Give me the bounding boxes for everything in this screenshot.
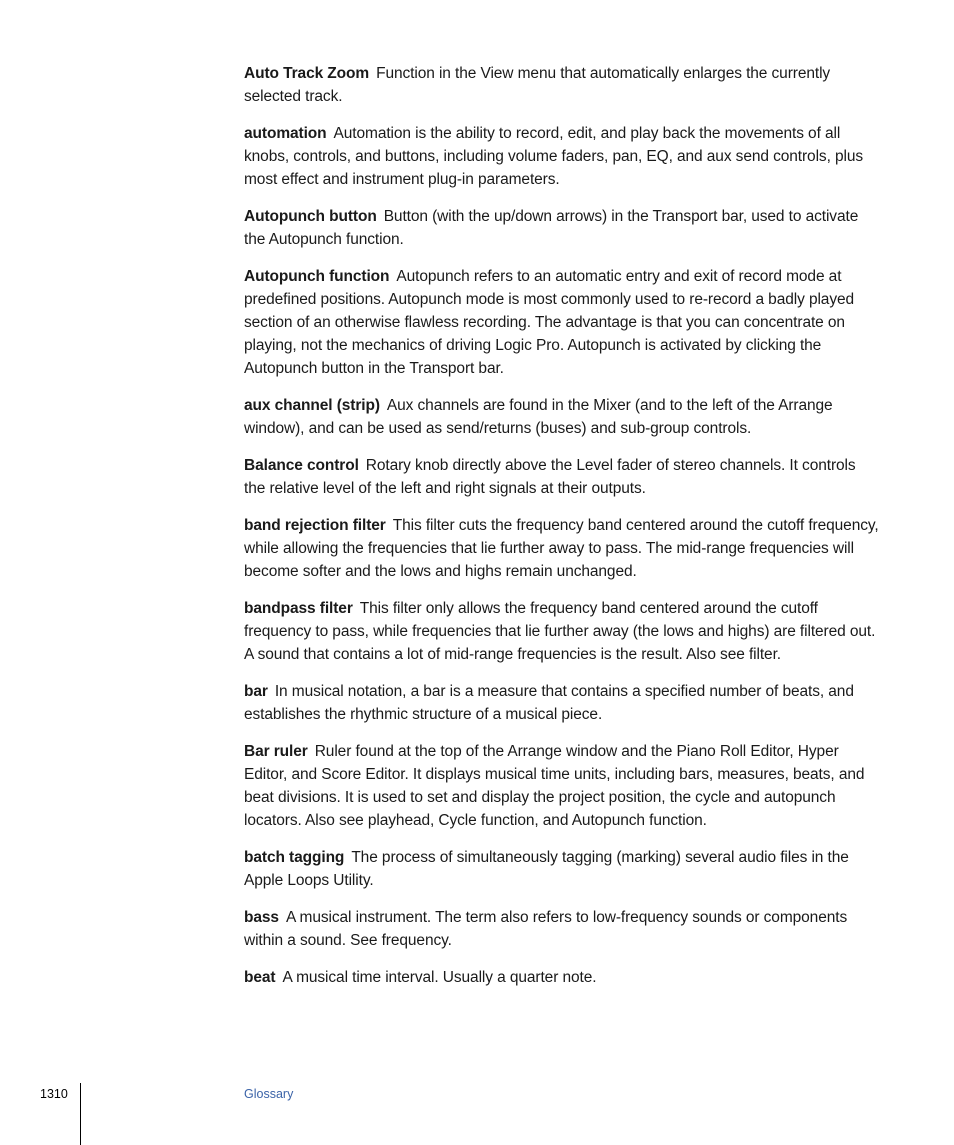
- glossary-entry: [244, 597, 880, 666]
- glossary-definition: This filter only allows the frequency band centered around the cutoff frequency to pass, while frequencies that lie further away (the lows and highs) are filtered out. A sound that contains a lot of mid-range frequencies is the result. Also see filter.: [244, 600, 876, 663]
- glossary-definition: This filter cuts the frequency band centered around the cutoff frequency, while allowing the frequencies that lie further away to pass. The mid-range frequencies will become softer and the lows and highs remain unchanged.: [244, 517, 879, 580]
- glossary-term: bandpass filter: [244, 600, 353, 617]
- glossary-definition: Rotary knob directly above the Level fader of stereo channels. It controls the relative level of the left and right signals at their outputs.: [244, 457, 856, 497]
- glossary-definition: Function in the View menu that automatically enlarges the currently selected track.: [244, 65, 831, 105]
- glossary-entry: [244, 62, 880, 108]
- glossary-entry: [244, 122, 880, 191]
- glossary-definition: Ruler found at the top of the Arrange window and the Piano Roll Editor, Hyper Editor, and Score Editor. It displays musical time units, including bars, measures, beats, and beat divisions. It is used to set and display the project position, the cycle and autopunch locators. Also see playhead, Cycle function, and Autopunch function.: [244, 743, 865, 829]
- glossary-definition: Aux channels are found in the Mixer (and to the left of the Arrange window), and can be used as send/returns (buses) and sub-group controls.: [244, 397, 833, 437]
- glossary-term: automation: [244, 125, 327, 142]
- glossary-term: Autopunch function: [244, 268, 390, 285]
- glossary-entry: [244, 740, 880, 832]
- glossary-entry: [244, 454, 880, 500]
- glossary-entry: [244, 680, 880, 726]
- glossary-entry: [244, 846, 880, 892]
- glossary-entry: [244, 265, 880, 380]
- glossary-term: Auto Track Zoom: [244, 65, 370, 82]
- glossary-entry: [244, 514, 880, 583]
- glossary-term: Autopunch button: [244, 208, 377, 225]
- glossary-entry: [244, 394, 880, 440]
- glossary-term: Balance control: [244, 457, 359, 474]
- glossary-list: [244, 62, 880, 1003]
- glossary-definition: Autopunch refers to an automatic entry and exit of record mode at predefined positions. Autopunch mode is most commonly used to re-record a badly played section of an otherwise flawless recording. The advantage is that you can concentrate on playing, not the mechanics of driving Logic Pro. Autopunch is activated by clicking the Autopunch button in the Transport bar.: [244, 268, 855, 377]
- glossary-entry: [244, 906, 880, 952]
- page-number: 1310: [40, 1087, 68, 1101]
- glossary-term: Bar ruler: [244, 743, 308, 760]
- glossary-definition: In musical notation, a bar is a measure that contains a specified number of beats, and establishes the rhythmic structure of a musical piece.: [244, 683, 854, 723]
- footer-divider: [80, 1083, 81, 1145]
- glossary-term: batch tagging: [244, 849, 345, 866]
- glossary-definition: A musical time interval. Usually a quarter note.: [282, 969, 597, 986]
- glossary-term: bass: [244, 909, 279, 926]
- glossary-entry: [244, 966, 880, 989]
- glossary-definition: The process of simultaneously tagging (marking) several audio files in the Apple Loops Utility.: [244, 849, 849, 889]
- glossary-term: beat: [244, 969, 276, 986]
- glossary-term: bar: [244, 683, 268, 700]
- glossary-definition: A musical instrument. The term also refers to low-frequency sounds or components within a sound. See frequency.: [244, 909, 848, 949]
- glossary-term: aux channel (strip): [244, 397, 380, 414]
- glossary-entry: [244, 205, 880, 251]
- footer-section-link[interactable]: Glossary: [244, 1087, 294, 1101]
- glossary-definition: Automation is the ability to record, edit, and play back the movements of all knobs, controls, and buttons, including volume faders, pan, EQ, and aux send controls, plus most effect and instrument plug-in parameters.: [244, 125, 864, 188]
- glossary-definition: Button (with the up/down arrows) in the Transport bar, used to activate the Autopunch function.: [244, 208, 859, 248]
- glossary-term: band rejection filter: [244, 517, 386, 534]
